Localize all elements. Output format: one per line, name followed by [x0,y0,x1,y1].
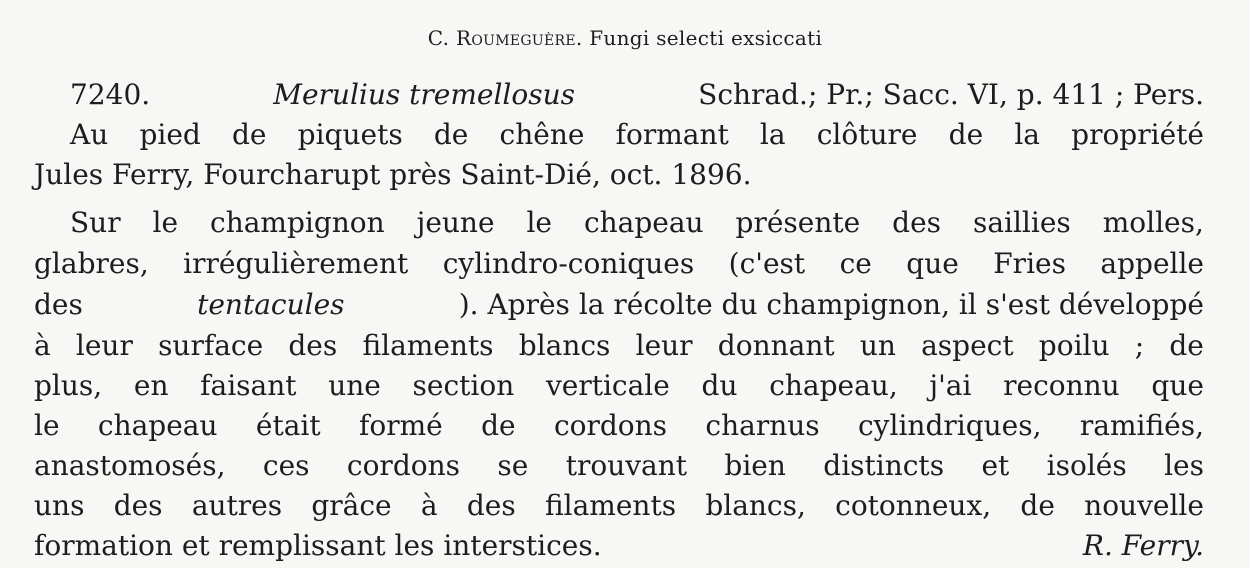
header-title: Fungi selecti exsiccati [589,26,823,50]
page-header [0,10,1250,66]
word: j'ai [929,369,972,402]
description-text [34,327,1204,365]
description-line [34,447,1204,485]
word: cylindriques, [858,409,1042,442]
word: de [481,409,516,442]
word: des [466,489,516,522]
word: blancs [518,329,611,362]
word: Fries [993,247,1066,280]
word: Sur [70,206,121,239]
word: (c'est [728,247,806,280]
word: distincts [823,449,945,482]
species-name: Merulius tremellosus [273,78,576,111]
locality-text [70,116,1204,154]
word: donnant [717,329,835,362]
word: que [1151,369,1204,402]
word: filaments [362,329,494,362]
word: en [133,369,169,402]
word: était [255,409,321,442]
description-line [34,286,1204,324]
description-line [34,407,1204,445]
word: poilu [1038,329,1110,362]
author-signature: R. Ferry. [1082,529,1204,562]
word: leur [635,329,693,362]
word: du [701,369,738,402]
word: isolés [1046,449,1127,482]
entry-citation: Schrad.; Pr.; Sacc. VI, p. 411 ; Pers. [698,78,1204,111]
word: verticale [545,369,670,402]
description-text-pre: des [34,288,83,321]
word: leur [75,329,133,362]
description-text-post: ). Après la récolte du champignon, il s'est développé [458,288,1204,321]
word: cordons [553,409,668,442]
entry-line [70,76,1204,114]
description-line [34,367,1204,405]
word: de [948,118,984,151]
word: le [34,409,60,442]
word: autres [191,489,283,522]
word: molles, [1102,206,1204,239]
word: des [288,329,338,362]
description-text [34,367,1204,405]
word: cylindro-coniques [442,247,695,280]
header-initial: C. [427,26,450,50]
word: aspect [921,329,1014,362]
locality-line [34,156,1204,194]
word: chapeau [583,206,704,239]
description-term: tentacules [197,288,345,321]
word: surface [158,329,264,362]
entry-number: 7240. [70,78,151,111]
word: trouvant [565,449,688,482]
description-text: formation et remplissant les interstices. [34,529,602,562]
description-text [34,447,1204,485]
word: de [1169,329,1204,362]
word: champignon [210,206,385,239]
word: uns [34,489,85,522]
word: faisant [200,369,297,402]
word: ces [262,449,310,482]
word: saillies [972,206,1071,239]
description-line [34,527,1204,565]
word: glabres, [34,247,149,280]
word: bien [724,449,786,482]
word: chapeau [97,409,218,442]
word: chêne [499,118,585,151]
word: de [231,118,267,151]
word: reconnu [1003,369,1120,402]
word: pied [139,118,201,151]
word: cordons [346,449,460,482]
word: grâce [311,489,392,522]
word: cotonneux, [835,489,992,522]
description-text [34,245,1204,283]
word: des [113,489,163,522]
word: se [497,449,529,482]
word: de [1020,489,1055,522]
word: ramifiés, [1079,409,1204,442]
description-text [34,407,1204,445]
word: le [152,206,179,239]
description-text [70,204,1204,242]
word: piquets [297,118,403,151]
word: que [906,247,959,280]
word: appelle [1100,247,1204,280]
word: à [420,489,438,522]
word: et [981,449,1010,482]
word: clôture [816,118,918,151]
description-line [34,245,1204,283]
word: charnus [705,409,820,442]
word: jeune [416,206,495,239]
locality-line [70,116,1204,154]
header-author: Roumeguère. [456,26,583,50]
word: de [433,118,469,151]
word: formé [358,409,443,442]
word: blancs, [705,489,806,522]
word: section [412,369,515,402]
word: irrégulièrement [183,247,409,280]
word: ce [839,247,872,280]
word: un [859,329,896,362]
description-text [34,487,1204,525]
word: à [34,329,51,362]
word: Au [70,118,109,151]
word: nouvelle [1084,489,1204,522]
word: plus, [34,369,103,402]
word: chapeau, [769,369,898,402]
word: ; [1134,329,1145,362]
word: des [892,206,942,239]
description-line [34,327,1204,365]
word: anastomosés, [34,449,226,482]
word: les [1164,449,1204,482]
word: présente [735,206,861,239]
word: le [526,206,552,239]
word: formant [615,118,729,151]
description-line [34,487,1204,525]
word: propriété [1071,118,1204,151]
word: une [328,369,381,402]
word: la [1014,118,1040,151]
word: la [759,118,786,151]
description-line [70,204,1204,242]
word: filaments [544,489,677,522]
locality-text: Jules Ferry, Fourcharupt près Saint-Dié, oct. 1896. [34,158,752,191]
